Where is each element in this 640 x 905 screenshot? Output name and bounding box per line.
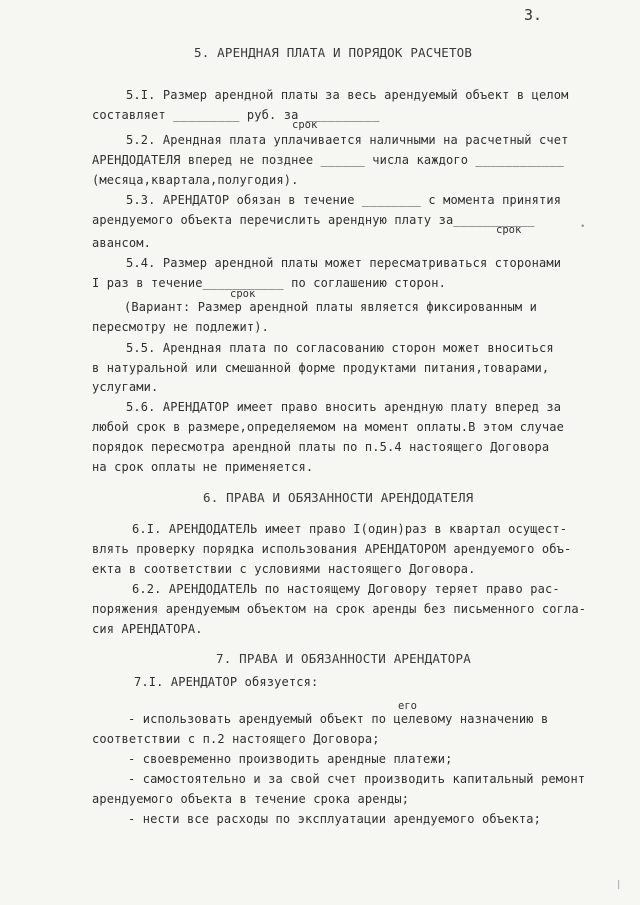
text-line: 6.2. АРЕНДОДАТЕЛЬ по настоящему Договору теряет право рас- [132,582,560,596]
text-line: 5.5. Арендная плата по согласованию сторон может вноситься [126,341,554,355]
text-line: поряжения арендуемым объектом на срок аренды без письменного согла- [92,602,587,616]
handwritten-insertion: его [398,700,417,712]
text-line: (Вариант: Размер арендной платы является фиксированным и [124,300,537,314]
text-line: 5.I. Размер арендной платы за весь арендуемый объект в целом [126,88,569,102]
text-line: услугами. [92,380,159,394]
text-line: любой срок в размере,определяемом на момент оплаты.В этом случае [92,420,564,434]
stray-mark: | [616,880,622,890]
text-line: в натуральной или смешанной форме продуктами питания,товарами, [92,361,550,375]
text-line: 5.2. Арендная плата уплачивается наличными на расчетный счет [126,133,569,147]
section-5-title: 5. АРЕНДНАЯ ПЛАТА И ПОРЯДОК РАСЧЕТОВ [194,45,473,60]
text-line: (месяца,квартала,полугодия). [92,173,299,187]
page-number: 3. [524,6,543,24]
text-line: порядок пересмотра арендной платы по п.5.4 настоящего Договора [92,440,550,454]
text-line: влять проверку порядка использования АРЕНДАТОРОМ арендуемого объ- [92,542,572,556]
text-line: 6.I. АРЕНДОДАТЕЛЬ имеет право I(один)раз в квартал осущест- [132,522,568,536]
stray-mark: • [580,222,586,232]
text-line: авансом. [92,236,151,250]
text-line: екта в соответствии с условиями настоящего Договора. [92,562,476,576]
text-line: - нести все расходы по эксплуатации арендуемого объекта; [128,812,541,826]
text-line: на срок оплаты не применяется. [92,460,314,474]
text-line: соответствии с п.2 настоящего Договора; [92,732,380,746]
section-6-title: 6. ПРАВА И ОБЯЗАННОСТИ АРЕНДОДАТЕЛЯ [203,490,474,505]
handwritten-note: срок [496,224,522,236]
text-line: 5.4. Размер арендной платы может пересматриваться сторонами [126,256,562,270]
section-7-subtitle: 7.I. АРЕНДАТОР обязуется: [134,675,319,689]
text-line: арендуемого объекта в течение срока аренды; [92,792,410,806]
handwritten-note: срок [230,288,256,300]
text-line: I раз в течение___________ по соглашению сторон. [92,276,446,290]
text-line: - использовать арендуемый объект по целевому назначению в [128,712,549,726]
text-line: арендуемого объекта перечислить арендную плату за___________ [92,213,535,227]
text-line: 5.6. АРЕНДАТОР имеет право вносить арендную плату вперед за [126,400,562,414]
section-7-title: 7. ПРАВА И ОБЯЗАННОСТИ АРЕНДАТОРА [216,651,471,666]
text-line: пересмотру не подлежит). [92,320,269,334]
text-line: АРЕНДОДАТЕЛЯ вперед не позднее ______ числа каждого ____________ [92,153,564,167]
handwritten-note: срок [292,119,318,131]
text-line: - самостоятельно и за свой счет производить капитальный ремонт [128,772,586,786]
text-line: - своевременно производить арендные платежи; [128,752,453,766]
text-line: составляет _________ руб. за __________ [92,108,380,122]
text-line: 5.3. АРЕНДАТОР обязан в течение ________ с момента принятия [126,193,562,207]
text-line: сия АРЕНДАТОРА. [92,622,203,636]
